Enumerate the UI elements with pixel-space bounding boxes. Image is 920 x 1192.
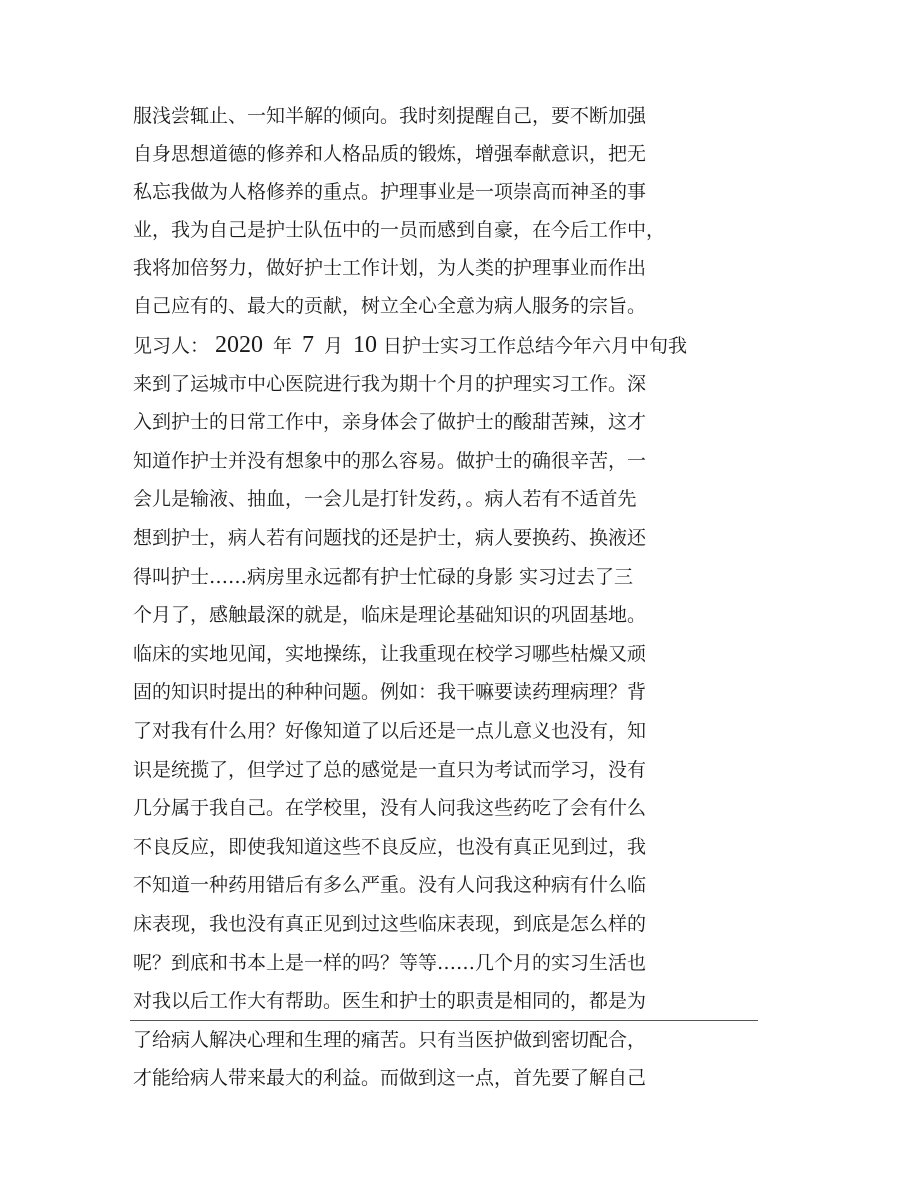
signature-month-unit: 月 [324, 335, 344, 357]
page-footer-rule [130, 1020, 758, 1021]
text-line: 床表现，我也没有真正见到过这些临床表现，到底是怎么样的 [133, 912, 647, 935]
text-line: 会儿是输液、抽血，一会儿是打针发药，。病人若有不适首先 [133, 488, 637, 511]
text-line: 想到护士，病人若有问题找的还是护士，病人要换药、换液还 [133, 526, 647, 549]
text-line: 自身思想道德的修养和人格品质的锻炼，增强奉献意识，把无 [133, 143, 647, 165]
text-line: 服浅尝辄止、一知半解的倾向。我时刻提醒自己，要不断加强 [133, 105, 647, 127]
text-line: 得叫护士……病房里永远都有护士忙碌的身影 实习过去了三 [133, 565, 634, 588]
text-line: 业，我为自己是护士队伍中的一员而感到自豪，在今后工作中， [133, 219, 666, 241]
text-line: 对我以后工作大有帮助。医生和护士的职责是相同的，都是为 [133, 990, 647, 1013]
signature-label: 见习人： [133, 335, 210, 357]
paragraph-1 [133, 97, 773, 325]
text-line: 自己应有的、最大的贡献，树立全心全意为病人服务的宗旨。 [133, 295, 647, 317]
text-line: 不良反应，即使我知道这些不良反应，也没有真正见到过，我 [133, 835, 647, 858]
text-line: 呢？到底和书本上是一样的吗？等等……几个月的实习生活也 [133, 951, 647, 974]
last-text-line: 才能给病人带来最大的利益。而做到这一点，首先要了解自己 [133, 1067, 647, 1090]
text-line: 入到护士的日常工作中，亲身体会了做护士的酸甜苦辣，这才 [133, 411, 647, 434]
signature-year: 2020 [215, 332, 264, 358]
text-line: 私忘我做为人格修养的重点。护理事业是一项崇高而神圣的事 [133, 181, 647, 203]
text-line: 了对我有什么用？好像知道了以后还是一点儿意义也没有，知 [133, 719, 647, 742]
text-line: 不知道一种药用错后有多么严重。没有人问我这种病有什么临 [133, 874, 647, 897]
signature-year-unit: 年 [273, 335, 293, 357]
signature-day: 10 [353, 332, 378, 358]
paragraph-2 [133, 326, 773, 1098]
text-line: 知道作护士并没有想象中的那么容易。做护士的确很辛苦，一 [133, 449, 647, 472]
signature-month: 7 [302, 332, 315, 358]
signature-rest: 日护士实习工作总结今年六月中旬我 [383, 335, 688, 357]
text-line: 几分属于我自己。在学校里，没有人问我这些药吃了会有什么 [133, 797, 647, 820]
text-line: 识是统揽了，但学过了总的感觉是一直只为考试而学习，没有 [133, 758, 647, 781]
text-line: 固的知识时提出的种种问题。例如：我干嘛要读药理病理？背 [133, 681, 647, 704]
text-line: 了给病人解决心理和生理的痛苦。只有当医护做到密切配合， [133, 1028, 647, 1051]
text-line: 临床的实地见闻，实地操练，让我重现在校学习哪些枯燥又顽 [133, 642, 647, 665]
text-line: 个月了，感触最深的就是，临床是理论基础知识的巩固基地。 [133, 604, 647, 627]
text-line: 来到了运城市中心医院进行我为期十个月的护理实习工作。深 [133, 372, 647, 395]
text-line: 我将加倍努力，做好护士工作计划，为人类的护理事业而作出 [133, 257, 647, 279]
signature-line [133, 326, 773, 365]
